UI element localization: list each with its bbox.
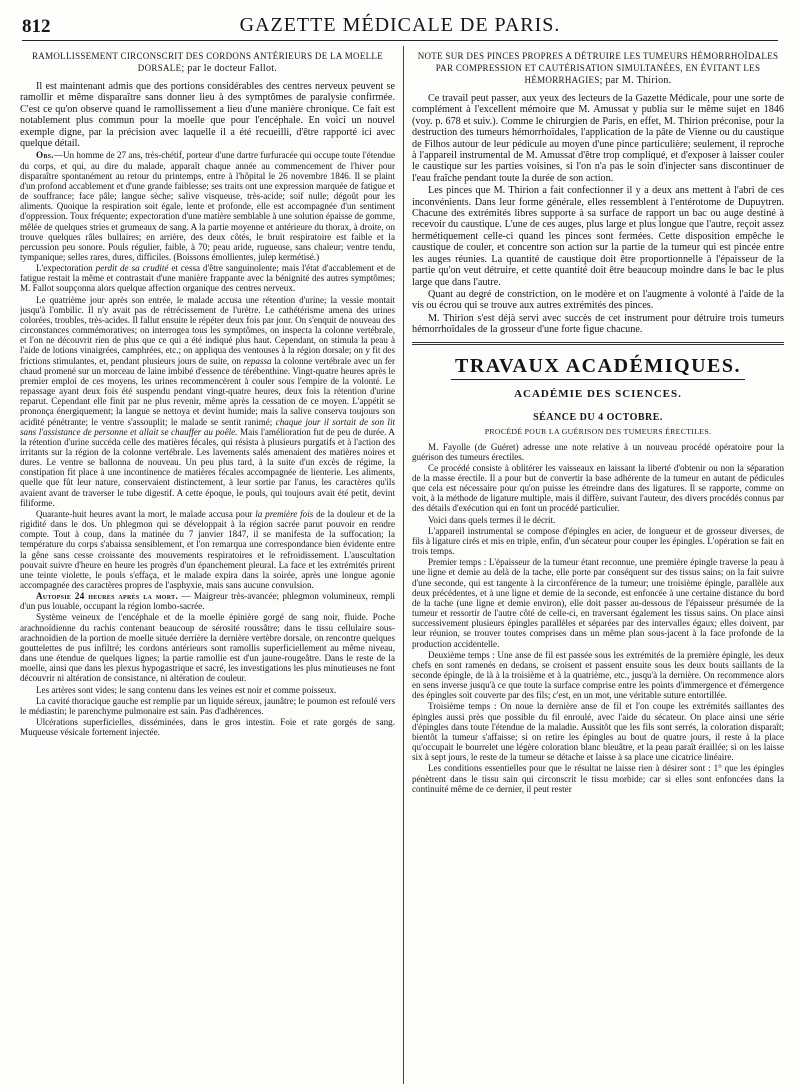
text-run: la colonne vertébrale avec un fer chaud promené sur un morceau de laine imbibé d'essence de térébenthine. Vingt-quatre heures après le premier emploi de ces moyens, les urines recommencèrent à couler sous l'empire de la volonté. Le repassage ayant deux fois été suspendu pendant vingt-quatre heures, deux fois la rétention d'urine reparut. Cependant elle finit par ne plus revenir, même après la cessation de ce moyen. L'appétit se prononça énergiquement; la langue se nettoya et devint humide; mais la salive conserva toujours son acidité pénétrante; le ventre s'assouplit; le malade se sentit ranimé; — [20, 355, 395, 427]
page-number: 812 — [22, 16, 51, 37]
text-run: de la douleur et de la rigidité dans le dos. Un phlegmon qui se développait à la région sacrée parut pouvoir en rendre compte. Tout à coup, dans la matinée du 7 janvier 1847, il se manifesta de la suffocation; la température du corps s'abaissa sensiblement, et l'on remarqua une correspondance bien évidente entre la gêne sans cesse croissante des mouvements respiratoires et le refroidissement. L'auscultation pouvait suivre d'heure en heure les progrès d'un épanchement pleural. La face et les extrémités prirent une teinte violette, le pouls s'effaça, et le malade expira dans la soirée, après une longue agonie accompagnée des caractères propres de l'asphyxie, mais sans aucune convulsion. — [20, 508, 395, 590]
academy-paragraph: Troisième temps : On noue la dernière anse de fil et l'on coupe les extrémités saillantes des épingles aussi près que possible du fil enroulé, avec l'aide du sécateur. On place ainsi une série d'épingles dans toute l'étendue de la maladie. Aussitôt que les fils sont serrés, la coloration disparaît; bientôt la tumeur s'affaisse; si on retire les épingles au bout de quatre jours, il reste à la place qu'occupait le bourrelet une légère coloration blanc bleuâtre, et la peau paraît éraillée; si on les laisse six à sept jours, le reste de la tumeur se détache et laisse à sa place une cicatrice linéaire. — [412, 701, 784, 763]
text-run: L'expectoration — [36, 263, 96, 274]
text-run: et cessa d'être sanguinolente; mais l'état d'accablement et de fatigue restait la même et contrastait d'une manière frappante avec la bénignité des autres symptômes; M. Fallot soupçonna alors quelque affection organique des centres nerveux. — [20, 263, 395, 294]
column-divider — [403, 46, 404, 1084]
thirion-paragraph: Quant au degré de constriction, on le modère et on l'augmente à volonté à l'aide de la vis ou écrou qui se trouve aux autres extrémités des pinces. — [412, 288, 784, 312]
observation-text: —Un homme de 27 ans, très-chétif, porteur d'une dartre furfuracée qui occupe toute l'étendue du corps, et qui, au dire du malade, apparaît chaque année au commencement de l'hiver pour disparaître spontanément au retour du printemps, entre à l'hôpital le 26 novembre 1846. Il se plaint d'un profond accablement et d'une grande faiblesse; ses traits ont une expression marquée de fatigue et de souffrance; face pâle; langue sèche; salive visqueuse, très-acide; soif nulle; dégoût pour les aliments. Quoique la respiration soit égale, lente et profonde, elle est accompagnée d'un sentiment d'oppression. Toux fréquente; expectoration d'une matière semblable à une solution épaisse de gomme, mêlée de quelques stries et grumeaux de sang. A la partie moyenne et antérieure du thorax, à droite, on trouve quelques râles bullaires; en arrière, des deux côtés, le bruit respiratoire est faible et la percussion peu sonore. Pouls régulier, faible, à 70; peau aride, rugueuse, sans chaleur; ventre tendu, tympanique; selles rares, dures, difficiles. (Boissons émollientes, julep kermétisé.) — [20, 150, 395, 262]
section-title — [412, 355, 784, 382]
thoracic-paragraph: La cavité thoracique gauche est remplie par un liquide séreux, jaunâtre; le poumon est refoulé vers le médiastin; le parenchyme pulmonaire est sain. Pas d'adhérences. — [20, 695, 395, 716]
left-column — [20, 50, 395, 1084]
academy-paragraph: Ce procédé consiste à oblitérer les vaisseaux en laissant la liberté d'obtenir ou non la séparation de la masse érectile. Il a pour but de convertir la base adhérente de la tumeur en autant de pédicules que cela est nécessaire pour qu'on puisse les étreindre dans des ligatures. Il se rapporte, comme on voit, à la méthode de ligature multiple, mais il diffère, suivant l'auteur, des divers procédés connus par des détails d'exécution qui en font un procédé particulier. — [412, 462, 784, 514]
italic-run: la première fois — [255, 508, 314, 519]
arteries-paragraph: Les artères sont vides; le sang contenu dans les veines est noir et comme poisseux. — [36, 684, 337, 695]
academy-paragraph: Voici dans quels termes il le décrit. — [428, 514, 556, 525]
article-title-main: NOTE SUR DES PINCES PROPRES A DÉTRUIRE LES TUMEURS HÉMORRHOÏDALES PAR COMPRESSION ET CAUTÉRISATION SIMULTANÉES, EN ÉVITANT LES HÉMORRHAGIES — [417, 51, 779, 85]
academy-paragraph: M. Fayolle (de Guéret) adresse une note relative à un nouveau procédé opératoire pour la guérison des tumeurs érectiles. — [412, 441, 784, 462]
ulcerations-paragraph: Ulcérations superficielles, disséminées, dans le gros intestin. Foie et rate gorgés de sang. Muqueuse vésicale fortement injectée. — [20, 717, 395, 738]
text-run: Quarante-huit heures avant la mort, le malade accusa pour — [36, 508, 256, 519]
text-run: Mais l'amélioration fut de peu de durée. A la rétention d'urine succéda celle des matières fécales, qui résista à plusieurs purgatifs et à l'action des irritants sur la région de la colonne vertébrale. Les lavements salés amenaient des matières noires et dures. Le ventre se ballonna de nouveau. Un peu plus tard, à la suite d'un excès de régime, la constipation fit place à une incontinence de matières fécales accompagnée de lienterie. Les aliments, quelle que fût leur nature, conservaient distinctement, à leur sortie par l'anus, les caractères qu'ils avaient avant de traverser le tube digestif. A cette époque, le pouls, qui toujours avait été petit, devint filiforme. — [20, 426, 395, 508]
article-title-fallot — [24, 50, 391, 75]
intro-paragraph: Il est maintenant admis que des portions considérables des centres nerveux peuvent se ramollir et même disparaître sans donner lieu à des symptômes de paralysie confirmée. C'est ce qu'on observe quand le ramollissement a lieu d'une manière chronique. Ce fait est notablement plus commun pour la moelle que pour l'encéphale. En voici un nouvel exemple digne, par la précision avec laquelle il a été recueilli, d'être rapporté ici avec quelque détail. — [20, 81, 395, 150]
article-title-thirion — [416, 50, 780, 87]
academy-paragraph: Les conditions essentielles pour que le résultat ne laisse rien à désirer sont : 1° que les épingles pénètrent dans le tissu sain qui circonscrit le tissu morbide; car si elles sont enfoncées dans la continuité même de ce dernier, il peut rester — [412, 763, 784, 794]
journal-title: GAZETTE MÉDICALE DE PARIS. — [239, 14, 561, 36]
text-run: — Maigreur très-avancée; phlegmon volumineux, rempli d'un pus louable, occupant la région lombo-sacrée. — [20, 591, 395, 612]
article-title-author: ; par le docteur Fallot. — [181, 63, 278, 74]
observation-lead: Obs. — [36, 150, 54, 161]
session-heading: SÉANCE DU 4 OCTOBRE. — [533, 411, 663, 423]
article-title-author: ; par M. Thirion. — [599, 75, 672, 86]
text-run: Le quatrième jour après son entrée, le malade accusa une rétention d'urine; la vessie montait jusqu'à l'ombilic. Il n'y avait pas de rétrécissement de l'urètre. Le cathétérisme amena des urines colorées, troubles, très-acides. Il fallut ensuite le répéter deux fois par jour. On s'enquit de nouveau des circonstances commémoratives; on interrogea tous les symptômes, on inspecta la colonne vertébrale, et l'on ne découvrit rien de plus que ce qui a été indiqué plus haut. Cependant, on stimula la peau à l'aide de lotions vinaigrées, camphrées, etc.; on appliqua des ventouses à la région dorsale; on y fit des frictions stimulantes, et, pendant plusieurs jours de suite, on — [20, 294, 395, 366]
autopsy-lead: Autopsie 24 heures après la mort. — [36, 591, 179, 602]
academy-paragraph: Deuxième temps : Une anse de fil est passée sous les extrémités de la première épingle, les deux chefs en sont ramenés en dedans, se croisent et passent ensuite sous les deux bouts saillants de la seconde épingle, de là à la troisième et à la quatrième, etc., jusqu'à la dernière. On recommence alors en sens inverse jusqu'à ce que toute la surface comprise entre les points d'immergence et d'émergence des épingles soit couverte par des fils; c'est, en un mot, une véritable suture entortillée. — [412, 649, 784, 701]
procedure-heading: PROCÉDÉ POUR LA GUÉRISON DES TUMEURS ÉRECTILES. — [484, 426, 712, 436]
academy-paragraph: Premier temps : L'épaisseur de la tumeur étant reconnue, une première épingle traverse la peau à une ligne et demie au delà de la tache, elle porte par conséquent sur des tissus sains; on la fait suivre d'une seconde, qui est tangente à la circonférence de la tumeur; une troisième épingle, parallèle aux deux précédentes, et à une ligne et demie de la seconde, est enfoncée à une certaine distance du bord de la tache (une ligne et demie environ), elle doit passer au-dessous de l'épaisseur présumée de la tumeur et ressortir de l'autre côté de celle-ci, en traversant également les tissus sains. On place ainsi successivement plusieurs épingles parallèles et séparées par des intervalles égaux; elles doivent, par leur réunion, se trouver toutes comprises dans un même plan sous-jacent à la face profonde de la production accidentelle. — [412, 557, 784, 649]
thirion-paragraph: Ce travail peut passer, aux yeux des lecteurs de la Gazette Médicale, pour une sorte de complément à l'excellent mémoire que M. Amussat y publia sur le même sujet en 1846 (voy. p. 678 et suiv.). Comme le chirurgien de Paris, en effet, M. Thirion préconise, pour la destruction des tumeurs hémorrhoïdales, l'application de la pâte de Vienne ou du caustique de Filhos autour de leur pédicule au moyen d'une pince particulière; seulement, il reproche à l'appareil instrumental de M. Amussat d'être trop compliqué, et d'exposer à laisser couler le caustique sur les parties voisines, si l'on n'a pas le soin d'injecter sans discontinuer de l'eau fraîche pendant toute la durée de son action. — [412, 93, 784, 184]
thirion-paragraph: M. Thirion s'est déjà servi avec succès de cet instrument pour détruire trois tumeurs hémorrhoïdales de la grosseur d'une forte figue chacune. — [412, 312, 784, 336]
academy-paragraph: L'appareil instrumental se compose d'épingles en acier, de longueur et de grosseur diverses, de fils à ligature cirés et mis en triple, enfin, d'un sécateur pour couper les épingles. L'opération se fait en trois temps. — [412, 525, 784, 557]
italic-run: chaque jour il sortait de son lit sans l'assistance de personne et allait se chauffer au poêle. — [20, 416, 395, 437]
thirion-paragraph: Les pinces que M. Thirion a fait confectionner il y a deux ans mettent à l'abri de ces inconvénients. Dans leur forme générale, elles ressemblent à l'entérotome de Dupuytren. Chacune des extrémités libres supporte à sa surface de rapport un bac ou auge destiné à recevoir du caustique. L'une de ces auges, plus large et plus longue que l'autre, reçoit assez hermétiquement celle-ci quand les pinces sont fermées. Cette disposition empêche le caustique de couler, et concentre son action sur la partie de la tumeur qui est pincée entre les auges réunies. La quantité de caustique doit être proportionnelle à l'épaisseur de la partie qu'on veut détruire, et cette quantité doit être beaucoup moindre dans le bac le plus large que dans l'autre. — [412, 185, 784, 288]
observation-paragraph — [20, 150, 395, 262]
death-paragraph — [20, 509, 395, 590]
section-title-text: TRAVAUX ACADÉMIQUES. — [451, 355, 745, 380]
right-column — [412, 50, 784, 1084]
italic-run: perdit de sa crudité — [95, 263, 169, 274]
page-header — [22, 10, 778, 41]
italic-run: repassa — [243, 355, 272, 366]
academy-heading: ACADÉMIE DES SCIENCES. — [514, 387, 682, 400]
retention-paragraph — [20, 295, 395, 508]
venous-system-paragraph: Système veineux de l'encéphale et de la moelle épinière gorgé de sang noir, fluide. Poche arachnoïdienne du rachis contenant beaucoup de sérosité roussâtre; dans le tissu cellulaire sous-arachnoïdien de la portion de moelle située derrière la dernière vertèbre dorsale, on rencontre quelques gouttelettes de pus infiltré; les cordons antérieurs sont ramollis superficiellement au même niveau, dans une étendue de quelques lignes; la partie ramollie est d'un jaune-rougeâtre. Dans le reste de la moelle, ainsi que dans les plexus hypogastrique et sacré, les investigations les plus minutieuses ne font découvrir ni altération de consistance, ni altération de couleur. — [20, 612, 395, 684]
section-separator — [412, 342, 784, 345]
expectoration-paragraph — [20, 263, 395, 293]
article-title-main: RAMOLLISSEMENT CIRCONSCRIT DES CORDONS ANTÉRIEURS DE LA MOELLE DORSALE — [31, 51, 384, 73]
autopsy-paragraph — [20, 591, 395, 611]
